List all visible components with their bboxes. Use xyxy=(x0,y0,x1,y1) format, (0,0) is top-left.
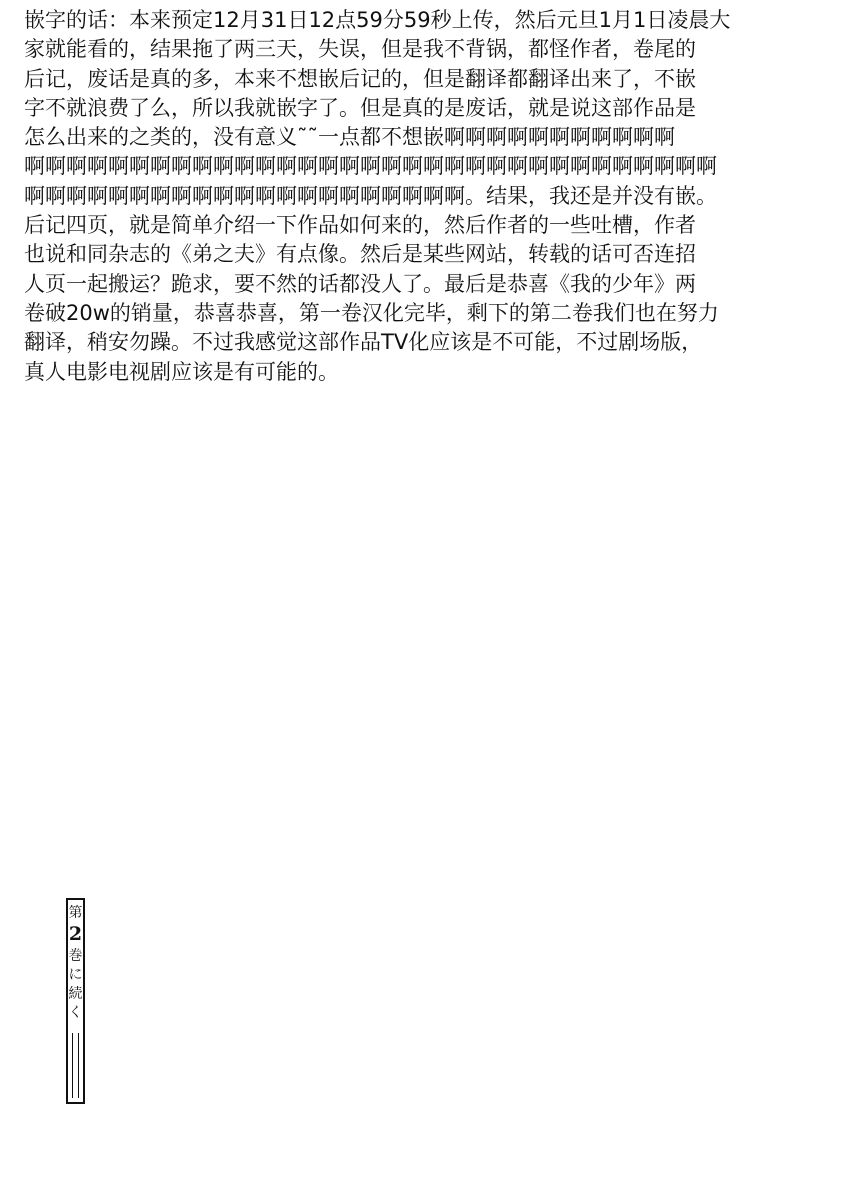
note-line-1: 嵌字的话：本来预定12月31日12点59分59秒上传，然后元旦1月1日凌晨大 xyxy=(24,8,731,32)
note-line-8: 后记四页，就是简单介绍一下作品如何来的，然后作者的一些吐槽，作者 xyxy=(24,213,696,238)
continued-char: 続 xyxy=(68,986,83,1002)
continued-in-volume-2-label xyxy=(66,898,85,1104)
note-line-13: 真人电影电视剧应该是有可能的。 xyxy=(24,359,339,384)
vertical-double-rule xyxy=(72,1033,79,1098)
note-line-2: 家就能看的，结果拖了两三天，失误，但是我不背锅，都怪作者，卷尾的 xyxy=(24,37,696,62)
note-line-3: 后记，废话是真的多，本来不想嵌后记的，但是翻译都翻译出来了，不嵌 xyxy=(24,66,696,91)
continued-char: 第 xyxy=(68,905,83,921)
continued-char-volume-number: 2 xyxy=(68,923,83,945)
note-line-5: 怎么出来的之类的，没有意义˜˜一点都不想嵌啊啊啊啊啊啊啊啊啊啊啊 xyxy=(24,125,675,150)
note-line-11: 卷破20w的销量，恭喜恭喜，第一卷汉化完毕，剩下的第二卷我们也在努力 xyxy=(24,300,719,325)
translator-note xyxy=(24,6,824,387)
note-line-7: 啊啊啊啊啊啊啊啊啊啊啊啊啊啊啊啊啊啊啊啊啊。结果，我还是并没有嵌。 xyxy=(24,183,717,208)
note-line-4: 字不就浪费了么，所以我就嵌字了。但是真的是废话，就是说这部作品是 xyxy=(24,95,696,120)
note-line-9: 也说和同杂志的《弟之夫》有点像。然后是某些网站，转载的话可否连招 xyxy=(24,242,696,267)
continued-char: く xyxy=(68,1005,83,1021)
note-line-6: 啊啊啊啊啊啊啊啊啊啊啊啊啊啊啊啊啊啊啊啊啊啊啊啊啊啊啊啊啊啊啊啊啊 xyxy=(24,154,717,179)
note-line-10: 人页一起搬运？跪求，要不然的话都没人了。最后是恭喜《我的少年》两 xyxy=(24,271,696,296)
continued-char: に xyxy=(68,967,83,983)
note-line-12: 翻译，稍安勿躁。不过我感觉这部作品TV化应该是不可能，不过剧场版， xyxy=(24,330,703,355)
continued-char: 巻 xyxy=(68,948,83,964)
